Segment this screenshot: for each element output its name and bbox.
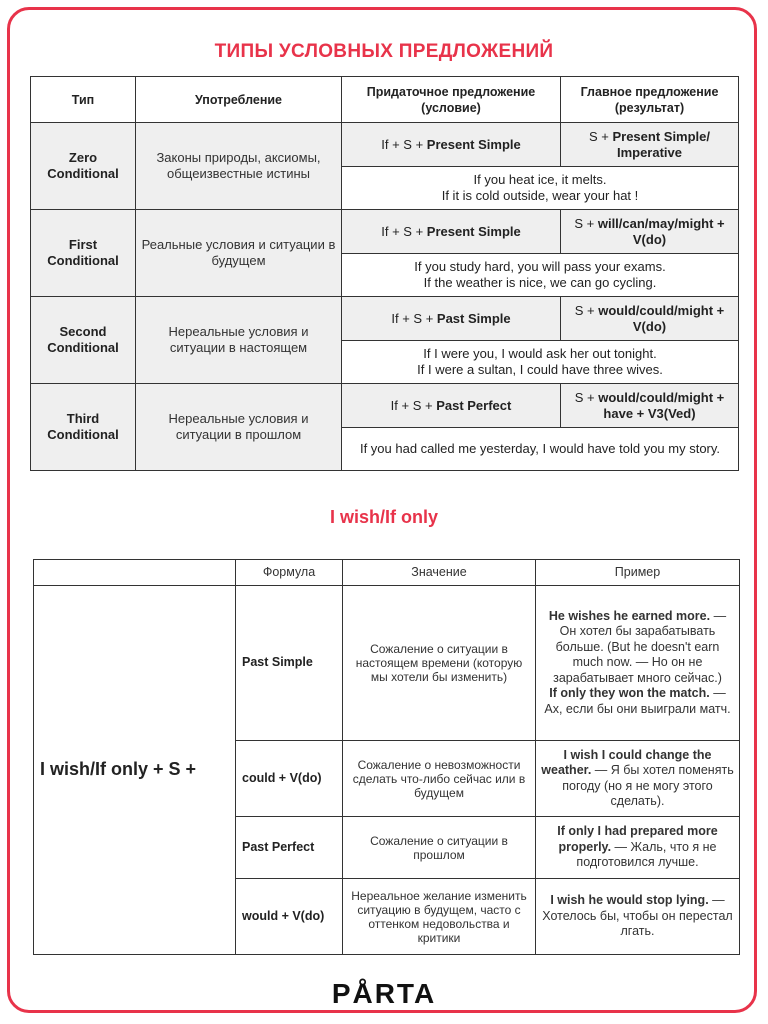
header-cell: Употребление <box>136 77 342 123</box>
formula-text: S + <box>574 302 599 318</box>
example-line: If I were you, I would ask her out tonight. <box>423 346 657 361</box>
example-bold: He wishes he earned more. <box>548 608 711 623</box>
formula-tense: will/can/may/might + V(do) <box>597 215 725 247</box>
example-text: — Хотелось бы, чтобы он перестал лгать. <box>542 893 733 939</box>
example-line: If you had called me yesterday, I would have told you my story. <box>359 441 721 456</box>
example-cell <box>536 741 740 817</box>
table-row <box>31 210 739 254</box>
usage-cell: Законы природы, аксиомы, общеизвестные истины <box>136 123 342 210</box>
type-cell: Zero Conditional <box>31 123 136 210</box>
table-header-row <box>34 560 740 586</box>
example-line: If you study hard, you will pass your exams. <box>414 259 666 274</box>
formula-cell: would + V(do) <box>236 879 343 955</box>
formula-text: S + <box>574 215 598 231</box>
section-title: I wish/If only <box>329 507 438 527</box>
usage-cell: Нереальные условия и ситуации в прошлом <box>136 384 342 471</box>
type-cell: First Conditional <box>31 210 136 297</box>
header-cell <box>34 560 236 586</box>
result-formula <box>561 210 739 254</box>
formula-text: If + S + <box>390 397 437 413</box>
example-bold: If only I had prepared more properly. <box>557 824 718 854</box>
example-cell <box>342 254 739 297</box>
parta-logo: PÅRTA <box>331 978 437 1009</box>
example-line: If you heat ice, it melts. <box>473 172 607 187</box>
type-cell: Third Conditional <box>31 384 136 471</box>
condition-formula <box>342 384 561 428</box>
example-cell <box>536 586 740 741</box>
formula-tense: would/could/might + have + V3(Ved) <box>598 389 725 421</box>
example-cell <box>342 341 739 384</box>
formula-text: If + S + <box>381 136 427 152</box>
condition-formula <box>342 123 561 167</box>
table-header-row <box>31 77 739 123</box>
example-text: — Я бы хотел поменять погоду (но я не могу этого сделать). <box>562 763 734 808</box>
meaning-cell: Сожаление о ситуации в настоящем времени (которую мы хотели бы изменить) <box>343 586 536 741</box>
header-cell: Главное предложение (результат) <box>561 77 739 123</box>
formula-text: S + <box>574 389 599 405</box>
formula-cell: could + V(do) <box>236 741 343 817</box>
example-line: If I were a sultan, I could have three wives. <box>417 362 663 377</box>
header-cell: Придаточное предложение (условие) <box>342 77 561 123</box>
formula-tense: Past Perfect <box>436 397 512 413</box>
example-bold: I wish I could change the weather. <box>541 747 712 777</box>
example-text: — Ах, если бы они выиграли матч. <box>544 686 731 716</box>
formula-text: If + S + <box>381 223 427 239</box>
formula-cell: Past Perfect <box>236 817 343 879</box>
result-formula <box>561 123 739 167</box>
header-cell: Формула <box>236 560 343 586</box>
i-wish-table <box>33 559 740 955</box>
example-cell <box>536 817 740 879</box>
example-line: If it is cold outside, wear your hat ! <box>441 188 639 203</box>
type-cell: Second Conditional <box>31 297 136 384</box>
usage-cell: Нереальные условия и ситуации в настоящем <box>136 297 342 384</box>
formula-text: S + <box>588 128 613 144</box>
example-cell <box>342 167 739 210</box>
example-bold: I wish he would stop lying. <box>550 893 709 908</box>
formula-tense: Present Simple <box>426 136 521 152</box>
table-row <box>34 586 740 741</box>
condition-formula <box>342 297 561 341</box>
header-cell: Тип <box>31 77 136 123</box>
formula-tense: Present Simple <box>426 223 521 239</box>
table-row <box>31 123 739 167</box>
formula-tense: Past Simple <box>436 310 511 326</box>
condition-formula <box>342 210 561 254</box>
header-cell: Пример <box>536 560 740 586</box>
page-title: ТИПЫ УСЛОВНЫХ ПРЕДЛОЖЕНИЙ <box>214 41 554 62</box>
example-text: — Жаль, что я не подготовился лучше. <box>576 839 717 870</box>
formula-cell: Past Simple <box>236 586 343 741</box>
meaning-cell: Сожаление о невозможности сделать что-либо сейчас или в будущем <box>343 741 536 817</box>
meaning-cell: Нереальное желание изменить ситуацию в будущем, часто с оттенком недовольства и критики <box>343 879 536 955</box>
formula-lead-cell: I wish/If only + S + <box>34 586 236 955</box>
result-formula <box>561 297 739 341</box>
example-bold: If only they won the match. <box>549 686 710 701</box>
formula-text: If + S + <box>391 310 437 326</box>
table-row <box>31 384 739 428</box>
formula-tense: would/could/might + V(do) <box>598 302 725 334</box>
example-line: If the weather is nice, we can go cycling. <box>423 275 657 290</box>
formula-tense: Present Simple/ Imperative <box>612 128 711 160</box>
meaning-cell: Сожаление о ситуации в прошлом <box>343 817 536 879</box>
example-text: — Он хотел бы зарабатывать больше. (But he doesn't earn much now. — Но он не зарабатывает много сейчас.) <box>553 608 727 685</box>
header-cell: Значение <box>343 560 536 586</box>
example-cell <box>536 879 740 955</box>
conditionals-table <box>30 76 739 471</box>
usage-cell: Реальные условия и ситуации в будущем <box>136 210 342 297</box>
table-row <box>31 297 739 341</box>
result-formula <box>561 384 739 428</box>
example-cell <box>342 428 739 471</box>
